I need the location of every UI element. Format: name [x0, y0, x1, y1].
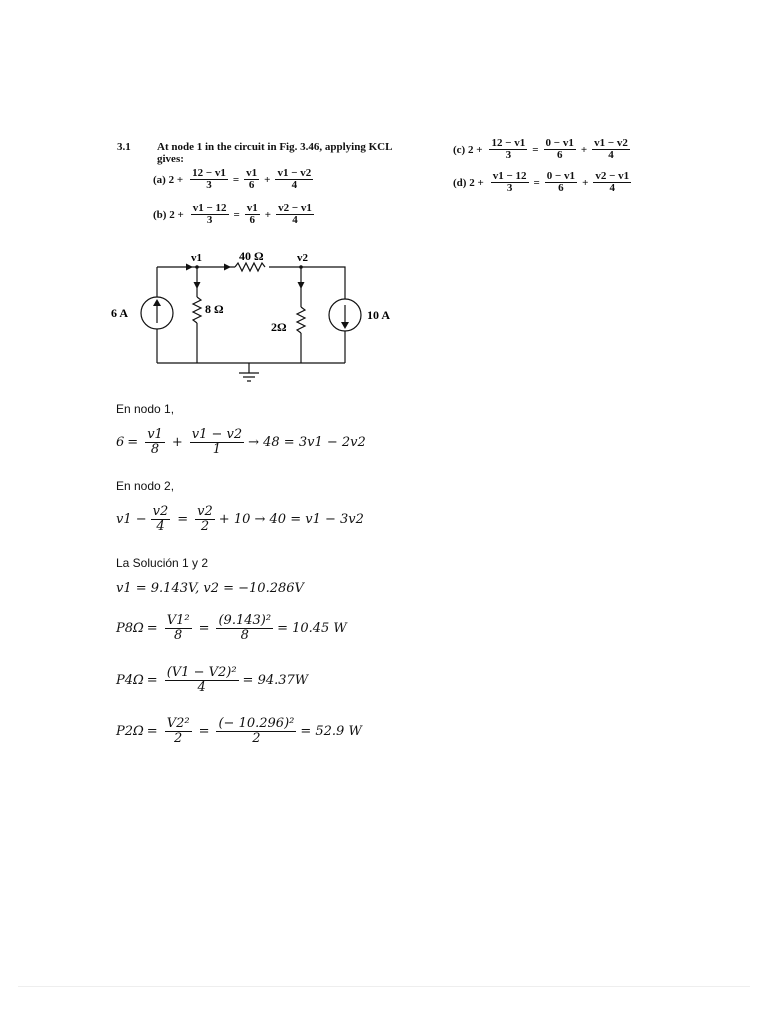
- option-c-frac-2-den: 6: [556, 149, 563, 161]
- p2-frac-2: [216, 717, 296, 746]
- option-c-label: (c) 2 +: [453, 143, 483, 156]
- p8-result: = 10.45 W: [277, 621, 347, 636]
- option-a-equals: =: [232, 173, 240, 186]
- option-b-equals: =: [233, 208, 240, 221]
- option-d-label: (d) 2 +: [453, 176, 484, 189]
- p8-frac-1-den: 8: [174, 628, 183, 643]
- option-b-frac-1-den: 3: [206, 214, 213, 226]
- option-c-frac-3-num: v1 − v2: [594, 137, 628, 149]
- p4-frac-den: 4: [197, 680, 206, 695]
- node1-frac-2-num: v1 − v2: [191, 427, 243, 442]
- node1-heading: En nodo 1,: [116, 402, 175, 416]
- option-d-frac-2: [545, 171, 577, 194]
- p4-frac: [165, 666, 239, 695]
- label-node-v2: v2: [297, 252, 308, 264]
- option-c-frac-3-den: 4: [608, 149, 614, 161]
- option-d-plus: +: [582, 176, 589, 189]
- circuit-diagram: [105, 245, 405, 385]
- p2-lhs: P2Ω: [116, 724, 144, 739]
- option-b-frac-2-den: 6: [249, 214, 256, 226]
- option-a-frac-1-den: 3: [206, 179, 212, 191]
- resistor-40-ohm: [235, 263, 265, 271]
- label-6a: 6 A: [111, 306, 129, 320]
- option-a-label: (a) 2 +: [153, 173, 184, 186]
- p2-result: = 52.9 W: [300, 724, 362, 739]
- option-b-frac-3-num: v2 − v1: [278, 202, 312, 214]
- p4-result: = 94.37W: [242, 673, 309, 688]
- current-arrow-2-icon: [298, 282, 305, 289]
- option-a-frac-1: [190, 168, 228, 191]
- node-1-dot: [195, 265, 199, 269]
- ground-icon: [239, 363, 259, 381]
- p8-frac-1-num: V1²: [166, 613, 190, 628]
- option-c-frac-1-num: 12 − v1: [491, 137, 526, 149]
- statement-line-2: gives:: [157, 153, 184, 165]
- current-arrow-to-40-icon: [224, 264, 231, 271]
- power-2-ohm-equation: [116, 717, 362, 746]
- node2-heading: En nodo 2,: [116, 479, 175, 493]
- p4-lhs: P4Ω: [116, 673, 144, 688]
- option-b: [153, 203, 317, 226]
- p8-equals-2: =: [198, 621, 210, 636]
- option-d: [453, 171, 634, 194]
- node1-frac-2: [190, 428, 244, 457]
- node2-frac-2-num: v2: [197, 504, 213, 519]
- option-a-frac-2-den: 6: [248, 179, 255, 191]
- p2-frac-1: [165, 717, 192, 746]
- option-d-frac-3: [593, 171, 631, 194]
- option-b-frac-1-num: v1 − 12: [192, 202, 227, 214]
- current-arrow-8-icon: [194, 282, 201, 289]
- label-node-v1: v1: [191, 252, 202, 264]
- p8-frac-1: [165, 614, 192, 643]
- p8-frac-2-num: (9.143)²: [218, 613, 272, 628]
- node2-result: + 10 → 40 = v1 − 3v2: [218, 512, 364, 527]
- label-8-ohm: 8 Ω: [205, 302, 224, 316]
- node1-lhs: 6: [116, 435, 125, 450]
- option-c-frac-2: [544, 138, 576, 161]
- resistor-8-ohm: [193, 297, 201, 323]
- node2-lhs: v1 −: [116, 512, 147, 527]
- option-d-frac-2-den: 6: [558, 182, 564, 194]
- node1-frac-1-den: 8: [150, 442, 160, 457]
- option-a-plus: +: [264, 173, 271, 186]
- p4-equals: =: [146, 673, 158, 688]
- p8-frac-2-den: 8: [240, 628, 249, 643]
- page-bottom-divider: [18, 986, 750, 987]
- node2-equation: [116, 505, 364, 534]
- option-b-frac-2-num: v1: [246, 202, 258, 214]
- p2-equals-1: =: [146, 724, 158, 739]
- option-a: [153, 168, 316, 191]
- label-40-ohm: 40 Ω: [239, 249, 264, 263]
- node2-frac-2: [195, 505, 215, 534]
- option-a-frac-1-num: 12 − v1: [192, 167, 226, 179]
- option-b-frac-2: [245, 203, 260, 226]
- node1-frac-2-den: 1: [212, 442, 222, 457]
- option-d-frac-3-den: 4: [609, 182, 615, 194]
- option-d-frac-3-num: v2 − v1: [595, 170, 630, 182]
- statement-line-1: At node 1 in the circuit in Fig. 3.46, applying KCL: [157, 141, 393, 153]
- label-10a: 10 A: [367, 308, 391, 322]
- node1-plus: +: [171, 435, 183, 450]
- solution-heading: La Solución 1 y 2: [116, 556, 209, 570]
- option-d-frac-1-num: v1 − 12: [492, 170, 527, 182]
- problem-statement: [157, 141, 407, 165]
- power-8-ohm-equation: [116, 614, 347, 643]
- option-a-frac-3: [275, 168, 313, 191]
- p2-frac-1-den: 2: [174, 731, 183, 746]
- source-6a-arrow-head-icon: [153, 299, 161, 306]
- option-a-frac-2-num: v1: [246, 167, 258, 179]
- node1-frac-1-num: v1: [147, 427, 163, 442]
- p8-equals-1: =: [146, 621, 158, 636]
- option-d-equals: =: [533, 176, 540, 189]
- node-2-dot: [299, 265, 303, 269]
- node2-frac-2-den: 2: [200, 519, 210, 534]
- node1-frac-1: [145, 428, 165, 457]
- option-c-equals: =: [532, 143, 539, 156]
- option-a-frac-3-num: v1 − v2: [277, 167, 312, 179]
- label-2-ohm: 2Ω: [271, 320, 287, 334]
- option-c: [453, 138, 633, 161]
- p8-frac-2: [216, 614, 273, 643]
- option-c-plus: +: [580, 143, 588, 156]
- p2-equals-2: =: [198, 724, 210, 739]
- option-b-frac-3-den: 4: [292, 214, 298, 226]
- p2-frac-2-den: 2: [252, 731, 261, 746]
- p2-frac-1-num: V2²: [166, 716, 190, 731]
- p2-frac-2-num: (− 10.296)²: [218, 716, 295, 731]
- p8-lhs: P8Ω: [116, 621, 144, 636]
- node1-equals: =: [127, 435, 139, 450]
- current-arrow-top-left-icon: [186, 264, 193, 271]
- option-b-plus: +: [264, 208, 272, 221]
- option-b-frac-3: [276, 203, 314, 226]
- option-c-frac-2-num: 0 − v1: [545, 137, 574, 149]
- node2-frac-1-den: 4: [156, 519, 165, 534]
- option-b-label: (b) 2 +: [153, 208, 184, 221]
- option-c-frac-1: [489, 138, 527, 161]
- solution-values: v1 = 9.143V, v2 = −10.286V: [116, 581, 304, 596]
- power-4-ohm-equation: [116, 666, 308, 695]
- option-d-frac-1-den: 3: [506, 182, 513, 194]
- node2-frac-1-num: v2: [152, 504, 169, 519]
- node1-result: → 48 = 3v1 − 2v2: [248, 435, 366, 450]
- resistor-2-ohm: [297, 307, 305, 333]
- problem-number: 3.1: [117, 141, 131, 153]
- node1-equation: [116, 428, 366, 457]
- option-b-frac-1: [191, 203, 229, 226]
- option-c-frac-3: [592, 138, 630, 161]
- option-c-frac-1-den: 3: [505, 149, 512, 161]
- option-d-frac-1: [491, 171, 529, 194]
- p4-frac-num: (V1 − V2)²: [166, 665, 237, 680]
- node2-frac-1: [151, 505, 171, 534]
- option-a-frac-3-den: 4: [291, 179, 298, 191]
- option-d-frac-2-num: 0 − v1: [546, 170, 576, 182]
- option-a-frac-2: [244, 168, 259, 191]
- node2-equals: =: [177, 512, 189, 527]
